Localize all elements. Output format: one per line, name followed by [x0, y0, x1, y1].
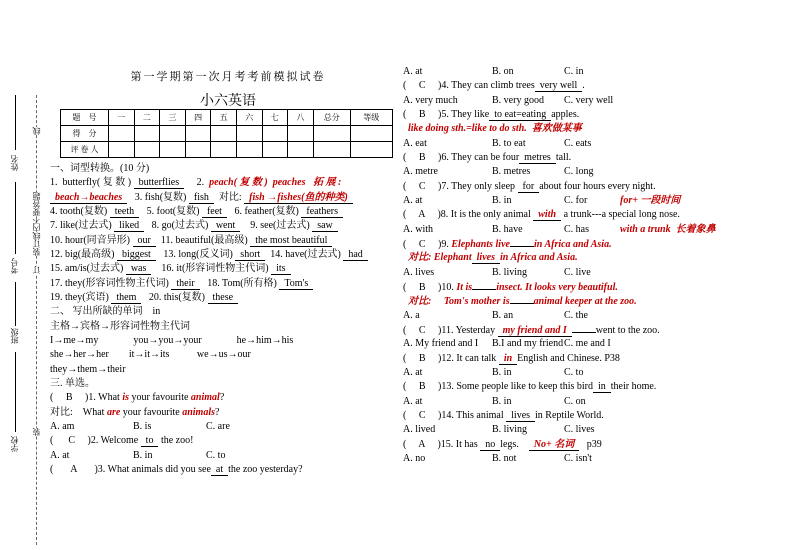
text-segment: ( B )10.	[403, 281, 457, 293]
header-cell: 一	[109, 110, 135, 126]
text-line	[403, 323, 788, 337]
red-note: like doing sth.=like to do sth. 喜欢做某事	[403, 123, 582, 135]
grader-cell[interactable]	[262, 142, 288, 158]
text-line	[50, 205, 400, 219]
red-note: Elephants live	[451, 238, 510, 250]
header-cell: 四	[185, 110, 211, 126]
answer-text: fish	[189, 192, 214, 204]
option-a: A. eat	[403, 137, 427, 149]
option-a: A. metre	[403, 166, 438, 178]
option-c: C. long	[564, 166, 594, 178]
grader-cell[interactable]	[236, 142, 262, 158]
text-segment: 10. hour(同音异形)	[50, 234, 133, 246]
text-segment: 17. they(形容词性物主代词)	[50, 277, 172, 289]
class-label: 班级	[10, 328, 19, 344]
text-segment: 14. have(过去式)	[265, 248, 344, 260]
text-segment: ( C )4. They can climb trees	[403, 80, 535, 92]
option-c: C. are	[206, 420, 230, 432]
text-line	[50, 191, 400, 205]
header-cell: 七	[262, 110, 288, 126]
header-cell: 八	[288, 110, 314, 126]
text-line	[403, 409, 788, 423]
text-segment: apples.	[551, 108, 580, 120]
option-b: B. metres	[492, 166, 531, 178]
option-b: B. living	[492, 424, 528, 436]
text-line	[403, 237, 788, 251]
answer-text: butterflies	[134, 177, 185, 189]
text-line	[50, 406, 400, 420]
text-line	[50, 320, 400, 334]
text-line	[403, 380, 788, 394]
school-label: 学校	[10, 436, 19, 452]
exam-title: 第一学期第一次月考考前模拟试卷	[130, 71, 326, 83]
score-cell[interactable]	[236, 126, 262, 142]
option-b: B. in	[492, 366, 512, 378]
teacher-note: for+ 一段时间	[620, 194, 681, 206]
right-column	[403, 65, 788, 466]
score-cell[interactable]	[160, 126, 186, 142]
answer-text: feet	[202, 206, 227, 218]
option-row	[403, 223, 788, 237]
answer-text: our	[133, 235, 156, 247]
option-c: C. live	[564, 266, 591, 278]
option-row	[50, 449, 400, 463]
text-segment: tall.	[555, 151, 572, 163]
text-segment: 对比: What	[50, 406, 107, 418]
answer-blank[interactable]	[572, 323, 596, 333]
answer-text: in	[499, 353, 517, 365]
text-line	[50, 348, 400, 362]
text-segment: 对比:	[213, 191, 245, 203]
score-cell[interactable]	[109, 126, 135, 142]
text-line	[50, 176, 400, 190]
score-cell[interactable]	[134, 126, 160, 142]
option-b: B.I and my friend	[492, 338, 564, 350]
option-a: A. at	[403, 194, 423, 206]
option-row	[403, 452, 788, 466]
answer-text: lives	[472, 252, 500, 264]
text-line	[403, 108, 788, 122]
text-line	[403, 251, 788, 265]
text-segment: ( C )9.	[403, 238, 452, 250]
option-c: C. in	[564, 66, 584, 77]
option-c: C. to	[206, 449, 226, 461]
answer-text: to eat=eating	[489, 109, 551, 121]
option-b: B. is	[133, 420, 152, 432]
row-label: 得 分	[61, 126, 109, 142]
answer-text: them	[111, 292, 141, 304]
text-line	[403, 294, 788, 308]
text-segment: 12. big(最高级)	[50, 248, 117, 260]
text-segment: 19. they(宾语)	[50, 291, 112, 303]
text-segment: 16. it(形容词性物主代词)	[151, 263, 272, 275]
answer-text: No+ 名词	[529, 439, 579, 451]
header-cell: 总分	[313, 110, 350, 126]
answer-text: biggest	[117, 249, 156, 261]
text-segment: ( A )8. It is the only animal	[403, 209, 534, 221]
option-row	[403, 165, 788, 179]
text-segment: p39	[579, 438, 602, 450]
answer-text: was	[126, 263, 152, 275]
text-line	[50, 391, 400, 405]
option-a: A. no	[403, 452, 426, 464]
grader-cell[interactable]	[211, 142, 237, 158]
binding-notice: 装订线内不要答题	[32, 192, 41, 256]
option-a: A. a	[403, 309, 420, 321]
option-row	[403, 65, 788, 79]
text-segment: they→them→their	[50, 363, 126, 375]
text-segment: ( B )5. They like	[403, 108, 490, 120]
option-b: B. in	[492, 194, 512, 206]
score-cell[interactable]	[211, 126, 237, 142]
text-line	[50, 219, 400, 233]
option-c: C. the	[564, 309, 588, 321]
text-segment: 9. see(过去式)	[240, 220, 313, 232]
text-segment: 5. foot(复数)	[139, 205, 202, 217]
answer-text: very well	[535, 80, 583, 92]
option-c: C. very well	[564, 94, 614, 106]
option-row	[403, 266, 788, 280]
option-b: B. have	[492, 223, 523, 235]
text-segment: your favourite	[120, 406, 183, 418]
score-cell[interactable]	[350, 126, 392, 142]
option-b: B. in	[133, 449, 153, 461]
answer-text: no	[480, 439, 500, 451]
grader-cell[interactable]	[134, 142, 160, 158]
text-segment: ( C )14. This animal	[403, 409, 507, 421]
red-note: animal	[190, 392, 220, 404]
text-segment: 6. feather(复数)	[226, 205, 302, 217]
answer-blank[interactable]	[510, 294, 534, 304]
option-a: A. very much	[403, 94, 458, 106]
text-line	[50, 262, 400, 276]
text-segment: a trunk---a special long nose.	[561, 209, 680, 221]
red-note: 对比: Tom's mother is	[403, 296, 510, 308]
option-a: A. at	[403, 366, 423, 378]
teacher-note: with a trunk 长着象鼻	[620, 223, 716, 235]
option-a: A. with	[403, 223, 433, 235]
text-segment: went to the zoo.	[595, 324, 660, 336]
school-write-line[interactable]	[15, 352, 16, 432]
text-segment: 4. tooth(复数)	[50, 205, 110, 217]
text-segment: ( C )2. Welcome	[50, 435, 141, 447]
text-segment: 主格→宾格→形容词性物主代词	[50, 320, 190, 332]
text-segment: I→me→my you→you→your he→him→his	[50, 334, 294, 346]
answer-blank[interactable]	[510, 237, 534, 247]
text-segment: ( B )13. Some people like to keep this bird	[403, 381, 593, 393]
grader-cell[interactable]	[313, 142, 350, 158]
text-segment: 二、 写出所缺的单词 in	[50, 306, 161, 318]
red-note: are	[106, 406, 121, 418]
grader-row	[61, 142, 393, 158]
text-line	[403, 280, 788, 294]
option-c: C. to	[564, 366, 584, 378]
binding-line	[36, 95, 37, 545]
option-b: B. an	[492, 309, 514, 321]
text-line	[50, 363, 400, 377]
red-note: animal keeper at the zoo.	[533, 296, 637, 308]
exam-subtitle: 小六英语	[200, 94, 256, 109]
option-row	[403, 337, 788, 351]
text-line	[403, 122, 788, 136]
red-note: is	[122, 392, 129, 404]
text-segment: their home.	[610, 381, 657, 393]
header-cell: 题 号	[61, 110, 109, 126]
option-row	[403, 194, 788, 208]
red-note: animals	[182, 406, 216, 418]
text-segment: legs.	[500, 438, 529, 450]
option-a: A. at	[403, 66, 423, 77]
exam-no-label: 考号	[10, 258, 19, 274]
option-a: A. am	[50, 420, 75, 432]
option-a: A. My friend and I	[403, 338, 479, 350]
text-line	[50, 434, 400, 448]
answer-text: these	[208, 292, 239, 304]
score-cell[interactable]	[313, 126, 350, 142]
text-line	[50, 305, 400, 319]
text-segment: ( A )15. It has	[403, 438, 481, 450]
text-segment: the zoo!	[158, 435, 194, 447]
header-cell: 二	[134, 110, 160, 126]
row-label: 评 卷 人	[61, 142, 109, 158]
red-note: insect. It looks very beautiful.	[496, 281, 618, 293]
text-line	[50, 463, 400, 477]
option-b: B. living	[492, 266, 528, 278]
answer-blank[interactable]	[472, 280, 496, 290]
answer-text: to	[141, 435, 159, 447]
grader-cell[interactable]	[160, 142, 186, 158]
text-line	[403, 438, 788, 452]
answer-text: metres	[519, 152, 556, 164]
header-cell: 五	[211, 110, 237, 126]
text-line	[50, 277, 400, 291]
red-note: in Africa and Asia.	[499, 252, 578, 264]
text-segment: ( C )7. They only sleep	[403, 180, 518, 192]
text-segment: ( A )3. What animals did you see	[50, 463, 211, 475]
answer-text: liked	[114, 220, 144, 232]
text-segment: ( B )12. It can talk	[403, 352, 499, 364]
option-row	[403, 94, 788, 108]
answer-text: at	[211, 464, 228, 476]
red-note: Elephant	[433, 252, 472, 264]
text-line	[50, 248, 400, 262]
option-a: A. lives	[403, 266, 435, 278]
answer-text: fish →fishes(鱼的种类)	[244, 192, 353, 204]
grader-cell[interactable]	[350, 142, 392, 158]
text-line	[50, 162, 400, 176]
text-line	[50, 334, 400, 348]
score-cell[interactable]	[262, 126, 288, 142]
score-row	[61, 126, 393, 142]
header-cell: 等级	[350, 110, 392, 126]
answer-text: for	[518, 181, 540, 193]
option-row	[403, 309, 788, 323]
binding-mark-ding: 订	[32, 266, 41, 274]
text-segment: 2.	[184, 177, 210, 189]
option-c: C. eats	[564, 137, 592, 149]
option-b: B. very good	[492, 94, 544, 106]
binding-mark-zhuang: 装	[32, 428, 41, 436]
option-a: A. lived	[403, 424, 436, 436]
option-a: A. at	[403, 395, 423, 407]
text-line	[403, 151, 788, 165]
option-c: C. for	[564, 194, 588, 206]
option-row	[403, 395, 788, 409]
text-line	[403, 208, 788, 222]
text-segment: 13. long(反义词)	[155, 248, 236, 260]
score-cell[interactable]	[185, 126, 211, 142]
option-c: C. me and I	[564, 338, 611, 350]
answer-text: the most beautiful	[250, 235, 332, 247]
grader-cell[interactable]	[185, 142, 211, 158]
text-segment: in Reptile World.	[535, 409, 604, 421]
text-segment: English and Chinese. P38	[517, 352, 620, 364]
option-b: B. in	[492, 395, 512, 407]
option-b: B. not	[492, 452, 517, 464]
text-segment: 7. like(过去式)	[50, 220, 115, 232]
text-segment: 8. go(过去式)	[144, 220, 211, 232]
header-cell: 三	[160, 110, 186, 126]
option-row	[403, 137, 788, 151]
red-note: in Africa and Asia.	[533, 238, 612, 250]
option-row	[50, 420, 400, 434]
option-b: B. on	[492, 66, 514, 77]
binding-mark-xian: 线	[32, 127, 41, 135]
text-line	[50, 291, 400, 305]
text-segment: 三. 单选。	[50, 377, 95, 389]
option-a: A. at	[50, 449, 70, 461]
answer-text: in	[593, 381, 611, 393]
text-line	[403, 180, 788, 194]
option-row	[403, 366, 788, 380]
answer-text: had	[343, 249, 367, 261]
text-segment: .	[582, 80, 585, 92]
answer-text: their	[171, 278, 199, 290]
answer-text: Tom's	[279, 278, 313, 290]
text-segment: 11. beautiful(最高级)	[155, 234, 251, 246]
option-c: C. has	[564, 223, 589, 235]
text-line	[403, 79, 788, 93]
answer-text: feathers	[301, 206, 343, 218]
option-b: B. to eat	[492, 137, 526, 149]
text-segment: the zoo yesterday?	[228, 463, 303, 475]
answer-text: my friend and I	[498, 325, 572, 337]
name-label: 姓名	[10, 155, 19, 171]
red-note: peach( 复 数 ) peaches 拓 展 :	[209, 177, 342, 189]
red-note: It is	[456, 281, 473, 293]
left-column	[50, 162, 400, 477]
text-segment: 3. fish(复数)	[127, 191, 189, 203]
answer-text: saw	[312, 220, 338, 232]
text-segment: 18. Tom(所有格)	[199, 277, 280, 289]
text-segment: ( C )11. Yesterday	[403, 324, 498, 336]
answer-text: beach→beaches	[50, 192, 127, 204]
text-segment: your favourite	[128, 392, 191, 404]
text-segment: ( B )6. They can be four	[403, 151, 520, 163]
text-line	[50, 377, 400, 391]
score-cell[interactable]	[288, 126, 314, 142]
answer-text: went	[211, 220, 240, 232]
text-segment: 1. butterfly( 复 数 )	[50, 177, 134, 189]
red-note: 对比:	[403, 252, 434, 264]
header-cell: 六	[236, 110, 262, 126]
answer-text: teeth	[110, 206, 139, 218]
option-row	[403, 423, 788, 437]
answer-text: lives	[506, 410, 535, 422]
text-segment: 15. am/is(过去式)	[50, 263, 126, 275]
option-c: C. on	[564, 395, 586, 407]
option-c: C. lives	[564, 424, 595, 436]
text-segment: she→her→her it→it→its we→us→our	[50, 349, 251, 361]
text-segment: 一、词型转换。(10 分)	[50, 163, 150, 174]
text-segment: ?	[215, 406, 220, 418]
exam-no-write-line[interactable]	[15, 182, 16, 254]
text-line	[403, 352, 788, 366]
text-segment: 20. this(复数)	[141, 291, 208, 303]
answer-text: its	[271, 263, 290, 275]
score-table	[60, 109, 393, 158]
grader-cell[interactable]	[288, 142, 314, 158]
answer-text: with	[533, 209, 561, 221]
text-segment: ( B )1. What	[50, 392, 123, 404]
answer-text: short	[235, 249, 265, 261]
text-segment: ?	[219, 392, 225, 404]
score-header-row	[61, 110, 393, 126]
option-c: C. isn't	[564, 452, 592, 464]
class-write-line[interactable]	[15, 282, 16, 326]
text-segment: about four hours every night.	[539, 180, 656, 192]
grader-cell[interactable]	[109, 142, 135, 158]
text-line	[50, 234, 400, 248]
